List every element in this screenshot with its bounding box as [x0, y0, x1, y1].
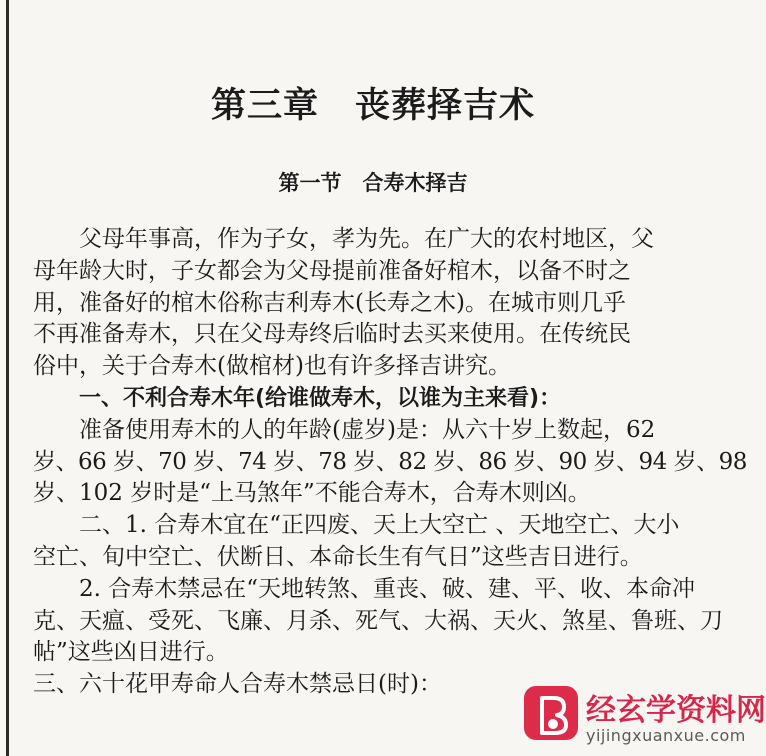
body-line: 父母年事高，作为子女，孝为先。在广大的农村地区，父: [79, 226, 654, 252]
body-line: 岁、102 岁时是“上马煞年”不能合寿木，合寿木则凶。: [33, 480, 591, 507]
body-line: 空亡、旬中空亡、伏断日、本命长生有气日”这些吉日进行。: [33, 543, 643, 570]
subheading-unfavorable-years: 一、不利合寿木年(给谁做寿木，以谁为主来看)：: [79, 385, 562, 411]
brand-logo-icon: [524, 686, 578, 740]
subheading-forbidden-days: 三、六十花甲寿命人合寿木禁忌日(时)：: [33, 671, 442, 698]
watermark-title: 经玄学资料网: [586, 693, 766, 728]
watermark-url: yijingxuanxue.com: [586, 726, 746, 745]
section-title: 第一节 合寿木择吉: [278, 171, 468, 195]
document-body: [33, 224, 747, 701]
body-line: 二、1. 合寿木宜在“正四废、天上大空亡 、天地空亡、大小: [79, 512, 680, 539]
body-line: 俗中，关于合寿木(做棺材)也有许多择吉讲究。: [33, 353, 511, 380]
chapter-title: 第三章 丧葬择吉术: [210, 86, 535, 126]
body-line: 母年龄大时，子女都会为父母提前准备好棺木，以备不时之: [33, 257, 631, 284]
body-line: 不再准备寿木，只在父母寿终后临时去买来使用。在传统民: [33, 321, 631, 348]
body-line: 岁、66 岁、70 岁、74 岁、78 岁、82 岁、86 岁、90 岁、94 岁、98: [33, 448, 747, 475]
body-line: 克、天瘟、受死、飞廉、月杀、死气、大祸、天火、煞星、鲁班、刀: [33, 607, 723, 634]
body-line: 2. 合寿木禁忌在“天地转煞、重丧、破、建、平、收、本命冲: [79, 575, 696, 602]
body-line: 帖”这些凶日进行。: [33, 639, 229, 666]
body-line: 准备使用寿木的人的年龄(虚岁)是：从六十岁上数起，62: [79, 416, 656, 443]
body-line: 用，准备好的棺木俗称吉利寿木(长寿之木)。在城市则几乎: [33, 289, 626, 316]
site-watermark: [520, 680, 766, 756]
